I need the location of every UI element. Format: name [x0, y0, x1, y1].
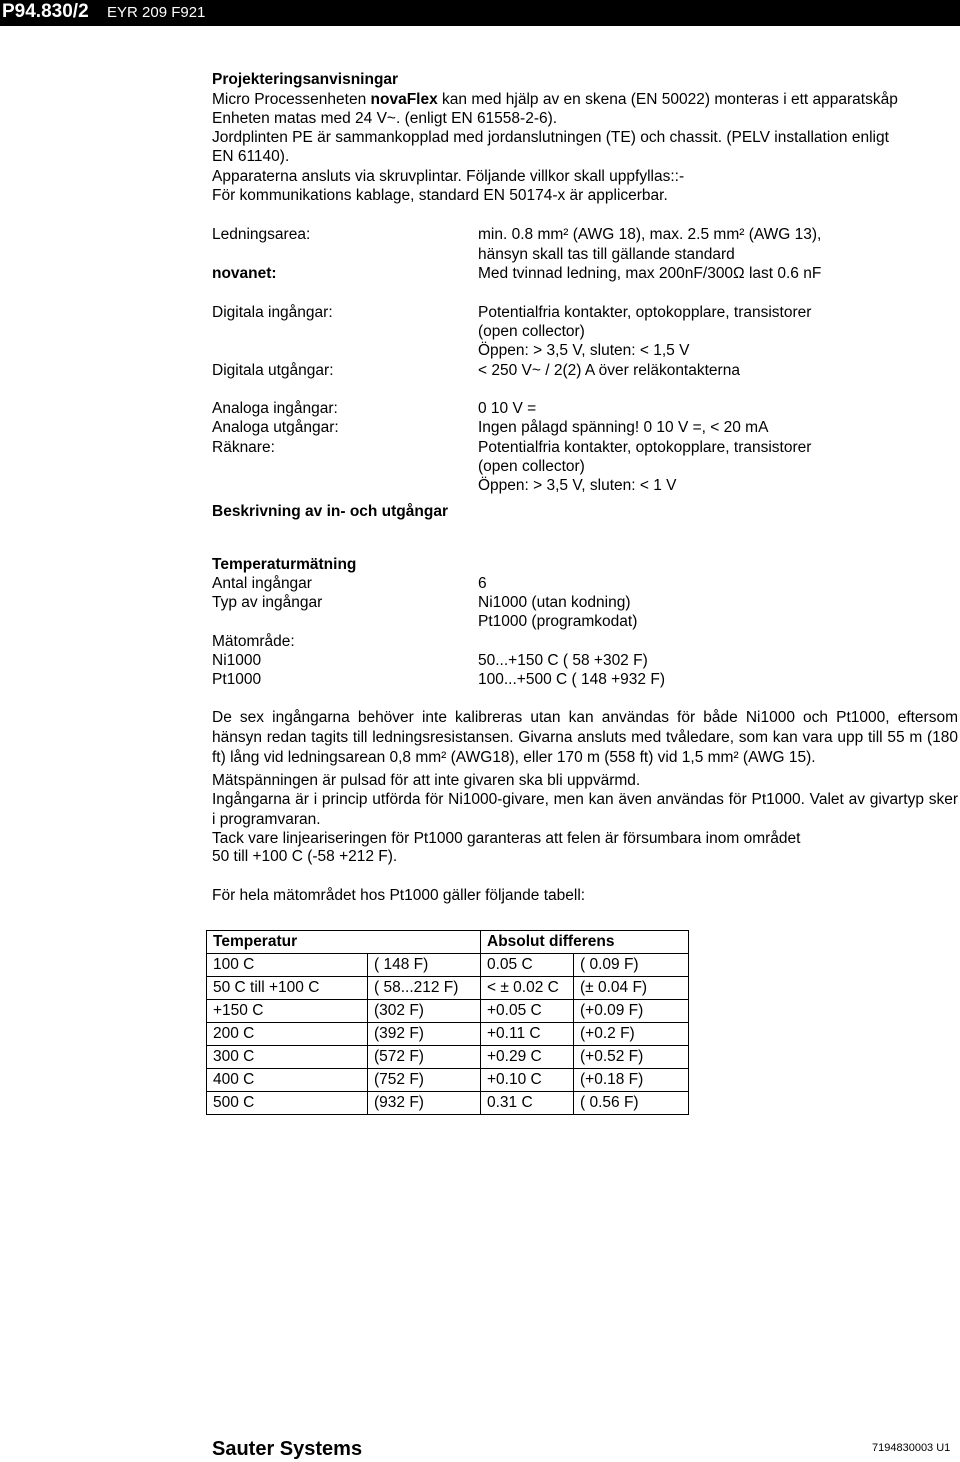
- body-line: För hela mätområdet hos Pt1000 gäller följande tabell:: [212, 887, 586, 904]
- temp-value: 100...+500 C ( 148 +932 F): [478, 671, 665, 688]
- text-line: För kommunikations kablage, standard EN 50174-x är applicerbar.: [212, 187, 668, 204]
- text-line: EN 61140).: [212, 148, 290, 165]
- table-cell: 400 C: [207, 1069, 368, 1092]
- spec-value: < 250 V~ / 2(2) A över reläkontakterna: [478, 362, 740, 379]
- text-span: kan med hjälp av en skena (EN 50022) monteras i ett apparatskåp: [437, 91, 898, 108]
- temp-label: Ni1000: [212, 652, 262, 669]
- header-bar: [0, 0, 960, 26]
- body-paragraph: Mätspänningen är pulsad för att inte givaren ska bli uppvärmd.: [212, 772, 641, 789]
- footer-brand: Sauter Systems: [212, 1438, 363, 1460]
- table-cell: (± 0.04 F): [574, 977, 689, 1000]
- table-cell: 0.05 C: [481, 954, 574, 977]
- text-line: Enheten matas med 24 V~. (enligt EN 61558-2-6).: [212, 110, 558, 127]
- temp-label: Typ av ingångar: [212, 594, 323, 611]
- spec-label-novanet: novanet:: [212, 265, 277, 282]
- model-number: EYR 209 F921: [107, 4, 206, 21]
- table-row: [207, 1092, 689, 1115]
- temp-label: Antal ingångar: [212, 575, 312, 592]
- spec-value: Potentialfria kontakter, optokopplare, transistorer: [478, 304, 812, 321]
- text-line: [212, 91, 898, 109]
- table-cell: (932 F): [368, 1092, 481, 1115]
- spec-value: Öppen: > 3,5 V, sluten: < 1 V: [478, 477, 677, 494]
- body-paragraph: Tack vare linjeariseringen för Pt1000 garanteras att felen är försumbara inom området: [212, 830, 801, 847]
- table-cell: < ± 0.02 C: [481, 977, 574, 1000]
- body-line: 50 till +100 C (-58 +212 F).: [212, 848, 398, 865]
- temp-value: 6: [478, 575, 487, 592]
- spec-value: Öppen: > 3,5 V, sluten: < 1,5 V: [478, 342, 690, 359]
- table-cell: 500 C: [207, 1092, 368, 1115]
- section-title-temperature: Temperaturmätning: [212, 556, 357, 573]
- spec-label-analog-out: Analoga utgångar:: [212, 419, 339, 436]
- table-cell: (752 F): [368, 1069, 481, 1092]
- temp-label: Pt1000: [212, 671, 262, 688]
- text-line: Jordplinten PE är sammankopplad med jordanslutningen (TE) och chassit. (PELV installation enligt: [212, 129, 889, 146]
- spec-label-analog-in: Analoga ingångar:: [212, 400, 338, 417]
- table-row: [207, 977, 689, 1000]
- spec-label-digital-in: Digitala ingångar:: [212, 304, 333, 321]
- spec-value: Med tvinnad ledning, max 200nF/300Ω last 0.6 nF: [478, 265, 822, 282]
- body-paragraph: Ingångarna är i princip utförda för Ni1000-givare, men kan även användas för Pt1000. Valet av givartyp sker i programvaran.: [212, 791, 958, 828]
- table-row: [207, 954, 689, 977]
- table-cell: (392 F): [368, 1023, 481, 1046]
- product-name: novaFlex: [370, 91, 438, 108]
- temp-value: 50...+150 C ( 58 +302 F): [478, 652, 648, 669]
- footer-doc-number: 7194830003 U1: [872, 1442, 951, 1454]
- table-cell: 200 C: [207, 1023, 368, 1046]
- table-cell: (572 F): [368, 1046, 481, 1069]
- spec-value: min. 0.8 mm² (AWG 18), max. 2.5 mm² (AWG 13),: [478, 226, 822, 243]
- table-cell: 300 C: [207, 1046, 368, 1069]
- table-cell: +150 C: [207, 1000, 368, 1023]
- table-cell: (+0.2 F): [574, 1023, 689, 1046]
- spec-label-digital-out: Digitala utgångar:: [212, 362, 334, 379]
- spec-value: Ingen pålagd spänning! 0 10 V =, < 20 mA: [478, 419, 769, 436]
- table-header-temperature: Temperatur: [207, 931, 481, 954]
- table-cell: +0.10 C: [481, 1069, 574, 1092]
- table-cell: +0.05 C: [481, 1000, 574, 1023]
- temp-label: Mätområde:: [212, 633, 295, 650]
- table-row: [207, 1046, 689, 1069]
- spec-value: hänsyn skall tas till gällande standard: [478, 246, 735, 263]
- spec-value: Potentialfria kontakter, optokopplare, transistorer: [478, 439, 812, 456]
- table-cell: (+0.52 F): [574, 1046, 689, 1069]
- table-row: [207, 1023, 689, 1046]
- spec-label-ledningsarea: Ledningsarea:: [212, 226, 311, 243]
- table-row: [207, 1069, 689, 1092]
- table-cell: ( 0.09 F): [574, 954, 689, 977]
- table-cell: +0.11 C: [481, 1023, 574, 1046]
- table-cell: 100 C: [207, 954, 368, 977]
- table-cell: ( 58...212 F): [368, 977, 481, 1000]
- body-paragraph: De sex ingångarna behöver inte kalibreras utan kan användas för både Ni1000 och Pt1000, eftersom hänsyn redan tagits till ledningsresistansen. Givarna ansluts med tvåledare, som kan vara upp till 55 m (180 ft) lång vid ledningsarean 0,8 mm² (AWG18), eller 170 m (558 ft) vid 1,5 mm² (AWG 15).: [212, 709, 958, 766]
- section-title-io-description: Beskrivning av in- och utgångar: [212, 503, 448, 520]
- table-cell: 0.31 C: [481, 1092, 574, 1115]
- table-cell: +0.29 C: [481, 1046, 574, 1069]
- table-cell: (+0.09 F): [574, 1000, 689, 1023]
- table-cell: ( 0.56 F): [574, 1092, 689, 1115]
- spec-label-counter: Räknare:: [212, 439, 275, 456]
- spec-value: 0 10 V =: [478, 400, 537, 417]
- spec-value: (open collector): [478, 323, 585, 340]
- table-cell: (302 F): [368, 1000, 481, 1023]
- accuracy-table: [206, 930, 689, 1115]
- table-cell: 50 C till +100 C: [207, 977, 368, 1000]
- document-code: P94.830/2: [2, 1, 89, 22]
- table-row: [207, 1000, 689, 1023]
- temp-value: Ni1000 (utan kodning): [478, 594, 631, 611]
- text-span: Micro Processenheten: [212, 91, 371, 108]
- table-cell: (+0.18 F): [574, 1069, 689, 1092]
- table-header-row: [207, 931, 689, 954]
- table-header-difference: Absolut differens: [481, 931, 689, 954]
- table-cell: ( 148 F): [368, 954, 481, 977]
- text-line: Apparaterna ansluts via skruvplintar. Följande villkor skall uppfyllas::-: [212, 168, 685, 185]
- temp-value: Pt1000 (programkodat): [478, 613, 638, 630]
- spec-value: (open collector): [478, 458, 585, 475]
- section-title-projektering: Projekteringsanvisningar: [212, 71, 399, 88]
